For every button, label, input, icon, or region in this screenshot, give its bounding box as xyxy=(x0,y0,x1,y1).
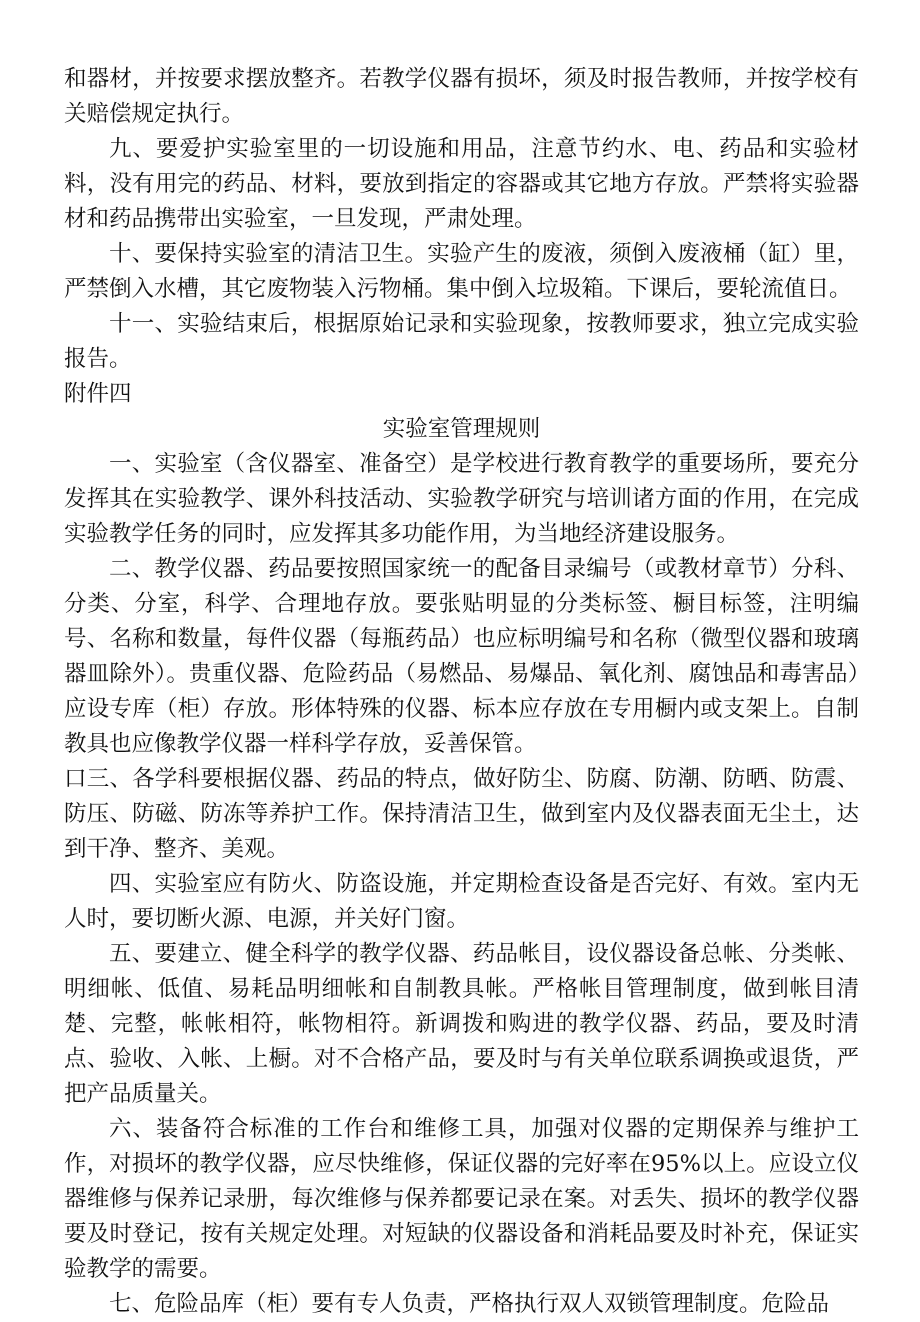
paragraph-rule-9: 九、要爱护实验室里的一切设施和用品，注意节约水、电、药品和实验材料，没有用完的药品、材料，要放到指定的容器或其它地方存放。严禁将实验器材和药品携带出实验室，一旦发现，严肃处理。 xyxy=(64,136,859,232)
paragraph-rule-11: 十一、实验结束后，根据原始记录和实验现象，按教师要求，独立完成实验报告。 xyxy=(64,311,859,372)
document-page xyxy=(64,62,859,1322)
attachment-label: 附件四 xyxy=(64,381,132,407)
paragraph-continued: 和器材，并按要求摆放整齐。若教学仪器有损坏，须及时报告教师，并按学校有关赔偿规定执行。 xyxy=(64,66,859,127)
lab-rule-4: 四、实验室应有防火、防盗设施，并定期检查设备是否完好、有效。室内无人时，要切断火源、电源，并关好门窗。 xyxy=(64,871,859,932)
lab-rule-1: 一、实验室（含仪器室、准备空）是学校进行教育教学的重要场所，要充分发挥其在实验教学、课外科技活动、实验教学研究与培训诸方面的作用，在完成实验教学任务的同时，应发挥其多功能作用，为当地经济建设服务。 xyxy=(64,451,859,547)
lab-rule-5: 五、要建立、健全科学的教学仪器、药品帐目，设仪器设备总帐、分类帐、明细帐、低值、易耗品明细帐和自制教具帐。严格帐目管理制度，做到帐目清楚、完整，帐帐相符，帐物相符。新调拨和购进的教学仪器、药品，要及时清点、验收、入帐、上橱。对不合格产品，要及时与有关单位联系调换或退货，严把产品质量关。 xyxy=(64,941,859,1107)
lab-rule-6: 六、装备符合标准的工作台和维修工具，加强对仪器的定期保养与维护工作，对损坏的教学仪器，应尽快维修，保证仪器的完好率在95%以上。应设立仪器维修与保养记录册，每次维修与保养都要记录在案。对丢失、损坏的教学仪器要及时登记，按有关规定处理。对短缺的仪器设备和消耗品要及时补充，保证实验教学的需要。 xyxy=(64,1116,859,1282)
lab-rule-7: 七、危险品库（柜）要有专人负责，严格执行双人双锁管理制度。危险品 xyxy=(109,1291,830,1317)
lab-rule-2: 二、教学仪器、药品要按照国家统一的配备目录编号（或教材章节）分科、分类、分室，科学、合理地存放。要张贴明显的分类标签、橱目标签，注明编号、名称和数量，每件仪器（每瓶药品）也应标明编号和名称（微型仪器和玻璃器皿除外）。贵重仪器、危险药品（易燃品、易爆品、氧化剂、腐蚀品和毒害品）应设专库（柜）存放。形体特殊的仪器、标本应存放在专用橱内或支架上。自制教具也应像教学仪器一样科学存放，妥善保管。 xyxy=(64,556,859,757)
paragraph-rule-10: 十、要保持实验室的清洁卫生。实验产生的废液，须倒入废液桶（缸）里，严禁倒入水槽，其它废物装入污物桶。集中倒入垃圾箱。下课后，要轮流值日。 xyxy=(64,241,859,302)
section-title: 实验室管理规则 xyxy=(382,416,541,442)
lab-rule-3: 口三、各学科要根据仪器、药品的特点，做好防尘、防腐、防潮、防晒、防震、防压、防磁、防冻等养护工作。保持清洁卫生，做到室内及仪器表面无尘土，达到干净、整齐、美观。 xyxy=(64,766,859,862)
